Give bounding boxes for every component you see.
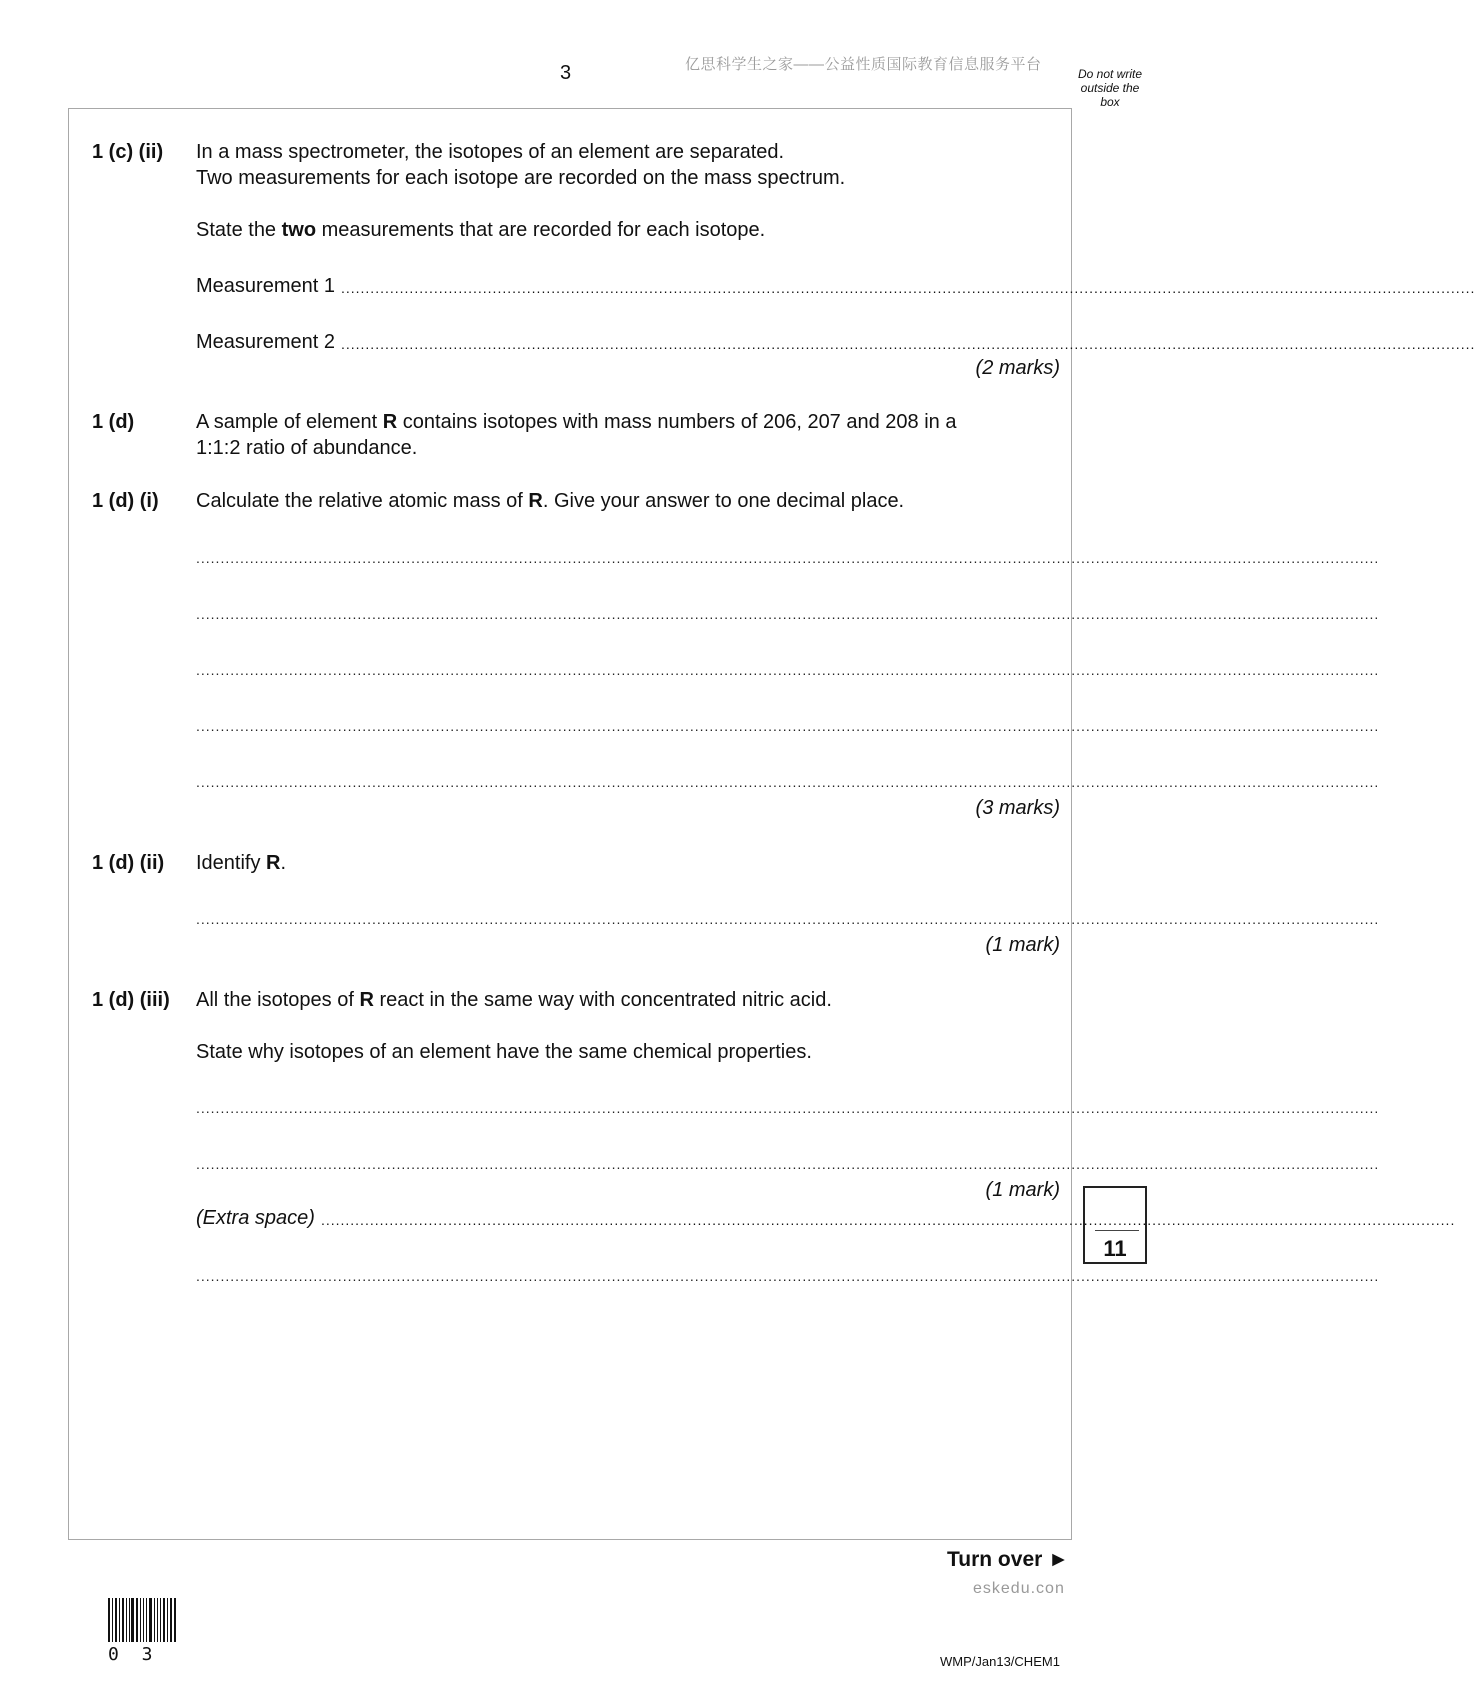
margin-note: Do not write outside the box bbox=[1077, 67, 1143, 109]
question-1d-iii-line1: All the isotopes of R react in the same way with concentrated nitric acid. bbox=[196, 989, 832, 1011]
question-1d-line1: A sample of element R contains isotopes with mass numbers of 206, 207 and 208 in a bbox=[196, 411, 957, 433]
measurement-1-field[interactable] bbox=[196, 275, 1475, 298]
marks-1d-i: (3 marks) bbox=[975, 797, 1060, 819]
mark-total: 11 bbox=[1103, 1236, 1127, 1261]
question-number-1d-i: 1 (d) (i) bbox=[92, 490, 159, 512]
paper-reference: WMP/Jan13/CHEM1 bbox=[940, 1654, 1060, 1669]
measurement-1-label: Measurement 1 bbox=[196, 275, 335, 297]
answer-dots: ........................................................................................................................................................................................................................................ bbox=[320, 1212, 1456, 1228]
barcode-number: 0 3 bbox=[108, 1644, 159, 1665]
answer-line[interactable]: .................................................................................................................................................................................................................................................. bbox=[196, 550, 1380, 566]
answer-line[interactable]: .................................................................................................................................................................................................................................................. bbox=[196, 774, 1380, 790]
question-number-1c-ii: 1 (c) (ii) bbox=[92, 141, 164, 163]
question-1d-ii-text: Identify R. bbox=[196, 852, 287, 874]
answer-line[interactable]: .................................................................................................................................................................................................................................................. bbox=[196, 1156, 1380, 1172]
question-1d-i-text: Calculate the relative atomic mass of R. Give your answer to one decimal place. bbox=[196, 490, 905, 512]
page-number: 3 bbox=[560, 62, 572, 84]
barcode bbox=[108, 1598, 178, 1642]
question-number-1d-iii: 1 (d) (iii) bbox=[92, 989, 170, 1011]
answer-line[interactable]: .................................................................................................................................................................................................................................................. bbox=[196, 911, 1380, 927]
question-1d-line2: 1:1:2 ratio of abundance. bbox=[196, 437, 418, 459]
measurement-2-field[interactable] bbox=[196, 331, 1475, 354]
answer-line[interactable]: .................................................................................................................................................................................................................................................. bbox=[196, 606, 1380, 622]
question-1d-iii-prompt: State why isotopes of an element have the same chemical properties. bbox=[196, 1041, 812, 1063]
turn-over: Turn over ► bbox=[947, 1548, 1069, 1571]
question-1c-ii-line2: Two measurements for each isotope are recorded on the mass spectrum. bbox=[196, 167, 846, 189]
answer-dots: ........................................................................................................................................................................................................................................ bbox=[340, 280, 1475, 296]
answer-line[interactable]: .................................................................................................................................................................................................................................................. bbox=[196, 1100, 1380, 1116]
question-number-1d-ii: 1 (d) (ii) bbox=[92, 852, 165, 874]
question-1c-ii-line1: In a mass spectrometer, the isotopes of an element are separated. bbox=[196, 141, 785, 163]
mark-total-box bbox=[1083, 1186, 1147, 1264]
answer-line[interactable]: .................................................................................................................................................................................................................................................. bbox=[196, 662, 1380, 678]
watermark-text: 亿思科学生之家——公益性质国际教育信息服务平台 bbox=[685, 56, 1042, 73]
mark-total-rule bbox=[1095, 1230, 1139, 1231]
answer-line[interactable]: .................................................................................................................................................................................................................................................. bbox=[196, 1268, 1380, 1284]
extra-space-field[interactable] bbox=[196, 1207, 1456, 1230]
answer-dots: ........................................................................................................................................................................................................................................ bbox=[340, 336, 1475, 352]
site-watermark: eskedu.con bbox=[973, 1580, 1065, 1597]
marks-1d-ii: (1 mark) bbox=[985, 934, 1060, 956]
answer-line[interactable]: .................................................................................................................................................................................................................................................. bbox=[196, 718, 1380, 734]
question-number-1d: 1 (d) bbox=[92, 411, 135, 433]
measurement-2-label: Measurement 2 bbox=[196, 331, 335, 353]
marks-1d-iii: (1 mark) bbox=[985, 1179, 1060, 1201]
extra-space-label: (Extra space) bbox=[196, 1207, 315, 1229]
marks-1c-ii: (2 marks) bbox=[975, 357, 1060, 379]
question-1c-ii-prompt: State the two measurements that are recorded for each isotope. bbox=[196, 219, 766, 241]
